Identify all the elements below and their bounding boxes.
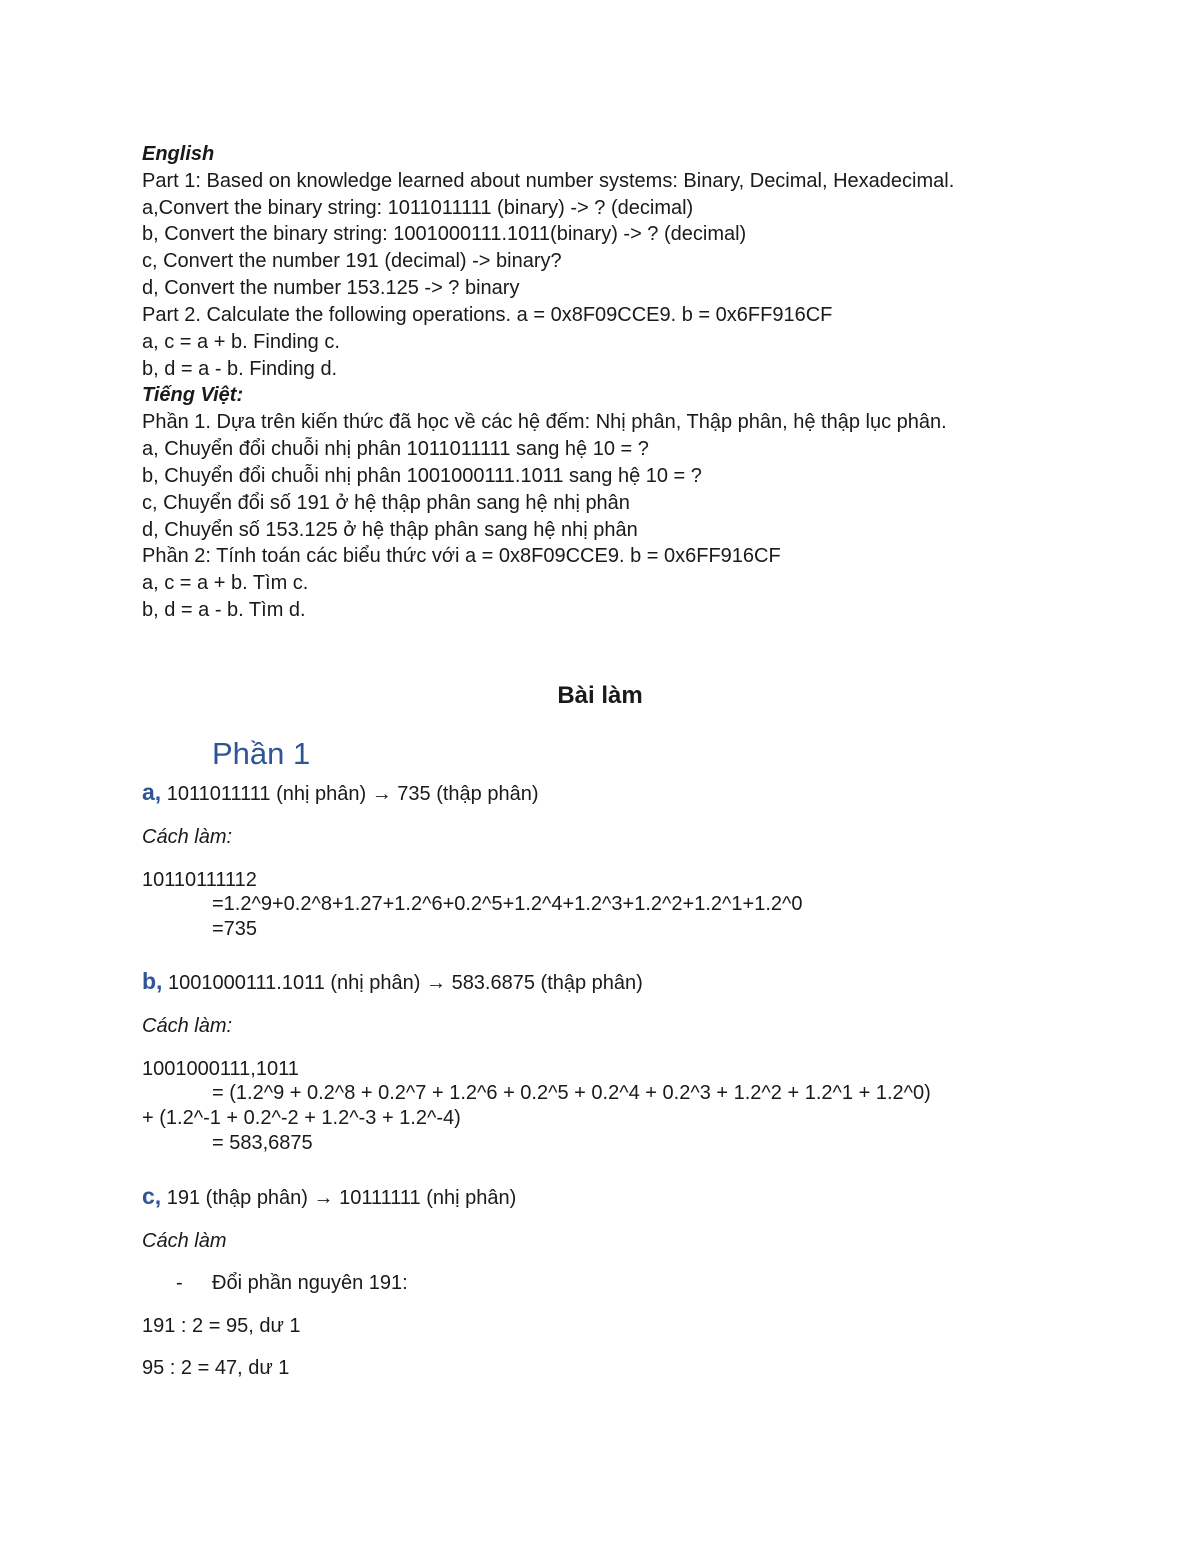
method-label: Cách làm: [142, 1230, 227, 1252]
answer-text: 1011011111 (nhị phân) → 735 (thập phân): [161, 783, 539, 805]
text-line: Phần 1. Dựa trên kiến thức đã học về các hệ đếm: Nhị phân, Thập phân, hệ thập lục phân.: [142, 411, 947, 433]
work-line: 10110111112: [142, 869, 257, 891]
text-line: Part 2. Calculate the following operations. a = 0x8F09CCE9. b = 0x6FF916CF: [142, 304, 833, 326]
text-line: c, Convert the number 191 (decimal) -> binary?: [142, 250, 562, 272]
bullet-marker: -: [176, 1272, 183, 1294]
answer-text: 1001000111.1011 (nhị phân) → 583.6875 (thập phân): [162, 972, 643, 994]
text-line: Part 1: Based on knowledge learned about number systems: Binary, Decimal, Hexadecimal.: [142, 170, 955, 192]
text-line: b, d = a - b. Tìm d.: [142, 599, 306, 621]
text-line: c, Chuyển đổi số 191 ở hệ thập phân sang hệ nhị phân: [142, 492, 630, 514]
work-line: = (1.2^9 + 0.2^8 + 0.2^7 + 1.2^6 + 0.2^5 + 0.2^4 + 0.2^3 + 1.2^2 + 1.2^1 + 1.2^0): [212, 1082, 931, 1104]
work-line: + (1.2^-1 + 0.2^-2 + 1.2^-3 + 1.2^-4): [142, 1107, 461, 1129]
work-line: 95 : 2 = 47, dư 1: [142, 1357, 290, 1379]
text-line: b, Chuyển đổi chuỗi nhị phân 1001000111.1011 sang hệ 10 = ?: [142, 465, 702, 487]
answer-label: a,: [142, 779, 162, 805]
text-line: b, d = a - b. Finding d.: [142, 358, 338, 380]
answer-label: c,: [142, 1183, 162, 1209]
part1-heading: Phần 1: [212, 736, 311, 771]
text-line: d, Convert the number 153.125 -> ? binary: [142, 277, 520, 299]
work-line: =735: [212, 918, 258, 940]
work-line: = 583,6875: [212, 1132, 313, 1154]
answer-c: [142, 1184, 516, 1210]
text-line: a, c = a + b. Tìm c.: [142, 572, 309, 594]
english-heading: English: [142, 143, 215, 165]
text-line: a,Convert the binary string: 1011011111 (binary) -> ? (decimal): [142, 197, 694, 219]
work-line: 1001000111,1011: [142, 1058, 299, 1080]
vietnamese-heading: Tiếng Việt:: [142, 384, 244, 406]
answer-a: [142, 780, 539, 806]
text-line: Phần 2: Tính toán các biểu thức với a = 0x8F09CCE9. b = 0x6FF916CF: [142, 545, 781, 567]
text-line: a, Chuyển đổi chuỗi nhị phân 1011011111 sang hệ 10 = ?: [142, 438, 649, 460]
work-line: 191 : 2 = 95, dư 1: [142, 1315, 301, 1337]
text-line: d, Chuyển số 153.125 ở hệ thập phân sang hệ nhị phân: [142, 519, 638, 541]
work-line: =1.2^9+0.2^8+1.27+1.2^6+0.2^5+1.2^4+1.2^3+1.2^2+1.2^1+1.2^0: [212, 893, 803, 915]
text-line: b, Convert the binary string: 1001000111.1011(binary) -> ? (decimal): [142, 223, 747, 245]
answer-text: 191 (thập phân) → 10111111 (nhị phân): [161, 1187, 517, 1209]
bullet-text: Đổi phần nguyên 191:: [212, 1272, 408, 1294]
solution-title: Bài làm: [557, 682, 643, 709]
method-label: Cách làm:: [142, 1015, 233, 1037]
answer-label: b,: [142, 968, 163, 994]
text-line: a, c = a + b. Finding c.: [142, 331, 340, 353]
answer-b: [142, 969, 643, 995]
method-label: Cách làm:: [142, 826, 233, 848]
